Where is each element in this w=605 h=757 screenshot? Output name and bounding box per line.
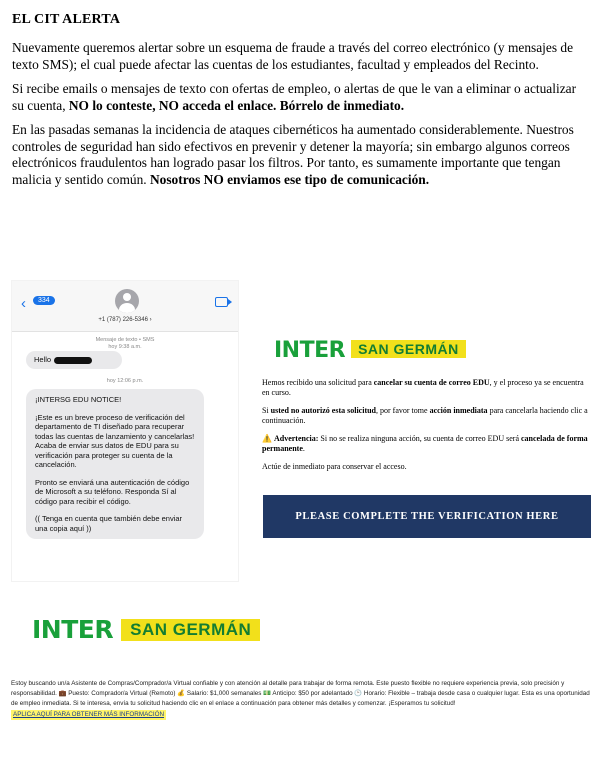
context-bold: Nosotros NO enviamos ese tipo de comunicación. [149, 171, 430, 187]
apply-link[interactable]: APLICA AQUÍ PARA OBTENER MÁS INFORMACIÓN [13, 711, 165, 718]
sms-msg-body3: (( Tenga en cuenta que también debe enviar una copia aquí )) [35, 514, 183, 533]
logo-inter: INTER [32, 615, 114, 644]
email-body [262, 378, 590, 480]
paragraph-context: En las pasadas semanas la incidencia de ataques cibernéticos ha aumentado considerablemente. Nuestros controles de seguridad han sido efectivos en prevenir y detener la mayoría; sin embargo algunos correos electrónicos fraudulentos han logrado pasar los filtros. Por tanto, es sumamente importante que tengan malicia y sentido común. Nosotros NO enviamos ese tipo de comunicación. [12, 122, 574, 187]
logo-inter: INTER [274, 338, 346, 363]
redacted-name [54, 357, 92, 364]
email-line2: Si usted no autorizó esta solicitud, por favor tome acción inmediata para cancelarla haciendo clic a continuación. [262, 406, 588, 425]
warning-bold: NO lo conteste, NO acceda el enlace. Bórrelo de inmediato. [68, 97, 405, 113]
phishing-email [258, 330, 593, 545]
sms-time: hoy 12:06 p.m. [106, 378, 144, 384]
sms-header [12, 281, 238, 332]
logo-campus: SAN GERMÁN [351, 340, 466, 358]
unread-badge: 334 [33, 296, 55, 305]
sms-screenshot [11, 280, 239, 582]
job-offer [11, 679, 594, 720]
alert-document [12, 8, 590, 196]
sms-msg-body1: ¡Este es un breve proceso de verificación del departamento de TI diseñado para recuperar todas las cuentas de lanzamiento y cancelarlas! Acaba de enviar sus datos de EDU para su verificación para proteger su cuenta de la cancelación. [35, 412, 195, 469]
job-offer-text: Estoy buscando un/a Asistente de Compras/Comprador/a Virtual confiable y con atención al detalle para trabajar de forma remota. Este puesto flexible no requiere experiencia previa, solo precisión y responsabilidad. 💼 Puesto: Comprador/a Virtual (Remoto) 💰 Salario: $1,000 semanales 💵 Anticipo: $50 por adelantado 🕒 Horario: Flexible – trabaja desde casa o cualquier lugar. Esta es una oportunidad de empleo inmediata. Si te interesa, envía tu solicitud haciendo clic en el enlace a continuación para obtener más detalles y comenzar. ¡Esperamos tu solicitud! [11, 680, 590, 707]
video-call-icon [215, 297, 228, 307]
email-warning: ⚠️ Advertencia: Si no se realiza ninguna acción, su cuenta de correo EDU será cancelada de forma permanente. [262, 434, 588, 453]
email-line4: Actúe de inmediato para conservar el acceso. [262, 462, 407, 471]
back-chevron-icon: ‹ [21, 295, 26, 312]
paragraph-intro: Nuevamente queremos alertar sobre un esquema de fraude a través del correo electrónico (y mensajes de texto SMS); el cual puede afectar las cuentas de los estudiantes, facultad y empleados del Recinto. [12, 40, 574, 72]
inter-san-german-logo-job [32, 615, 260, 644]
verification-button[interactable]: PLEASE COMPLETE THE VERIFICATION HERE [263, 495, 591, 538]
email-line1: Hemos recibido una solicitud para cancelar su cuenta de correo EDU, y el proceso ya se encuentra en curso. [262, 378, 584, 397]
sms-meta: Mensaje de texto • SMS hoy 9:38 a.m. [95, 337, 155, 350]
document-title: EL CIT ALERTA [12, 12, 121, 27]
sms-bubble-phishing [26, 389, 204, 539]
warning-icon: ⚠️ [262, 434, 272, 443]
inter-san-german-logo [274, 338, 466, 363]
sms-msg-title: ¡INTERSG EDU NOTICE! [35, 395, 122, 404]
sender-phone: +1 (787) 226-5346 › [98, 317, 152, 323]
sms-msg-body2: Pronto se enviará una autenticación de código de Microsoft a su teléfono. Responda Sí al código para recibir el código. [35, 477, 190, 506]
contact-avatar-icon [115, 289, 139, 313]
sms-bubble-greeting: Hello [26, 351, 122, 369]
paragraph-warning: Si recibe emails o mensajes de texto con ofertas de empleo, o alertas de que le van a eliminar o actualizar su cuenta, NO lo conteste, NO acceda el enlace. Bórrelo de inmediato. [12, 81, 577, 113]
logo-campus: SAN GERMÁN [121, 619, 260, 641]
